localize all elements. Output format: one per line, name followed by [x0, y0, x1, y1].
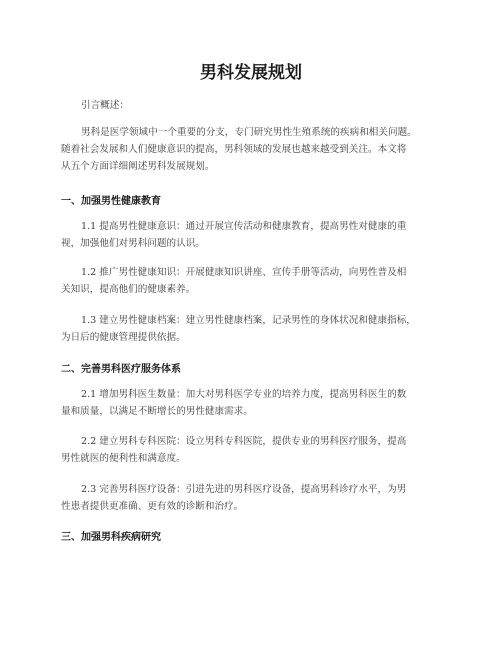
- section-paragraph: [61, 218, 443, 252]
- paragraph-line: 1.2 推广男性健康知识：开展健康知识讲座、宣传手册等活动，向男性普及相: [81, 267, 407, 278]
- intro-label: [61, 97, 443, 114]
- section-paragraph: [61, 264, 443, 298]
- paragraph-line: 视，加强他们对男科问题的认识。: [61, 238, 205, 249]
- section-heading: 一、加强男性健康教育: [61, 196, 161, 207]
- paragraph-line: 2.3 完善男科医疗设备：引进先进的男科医疗设备，提高男科诊疗水平，为男: [81, 484, 407, 495]
- paragraph-line: 1.1 提高男性健康意识：通过开展宣传活动和健康教育，提高男性对健康的重: [81, 221, 407, 232]
- intro-line: 从五个方面详细阐述男科发展规划。: [61, 161, 215, 172]
- intro-label-text: 引言概述：: [81, 100, 129, 111]
- paragraph-line: 量和质量，以满足不断增长的男性健康需求。: [61, 406, 253, 417]
- paragraph-line: 2.2 建立男科专科医院：设立男科专科医院，提供专业的男科医疗服务，提高: [81, 436, 407, 447]
- document-title: 男科发展规划: [200, 63, 302, 83]
- section-paragraph: [61, 386, 443, 420]
- section-paragraph: [61, 481, 443, 515]
- paragraph-line: 为日后的健康管理提供依据。: [61, 332, 186, 343]
- paragraph-line: 2.1 增加男科医生数量：加大对男科医学专业的培养力度，提高男科医生的数: [81, 389, 407, 400]
- paragraph-line: 1.3 建立男性健康档案：建立男性健康档案，记录男性的身体状况和健康指标，: [81, 315, 416, 326]
- section-heading: 三、加强男科疾病研究: [61, 532, 161, 543]
- paragraph-line: 关知识，提高他们的健康素养。: [61, 284, 196, 295]
- intro-paragraph: [61, 124, 443, 175]
- section-heading: 二、完善男科医疗服务体系: [61, 364, 181, 375]
- intro-line: 男科是医学领域中一个重要的分支，专门研究男性生殖系统的疾病和相关问题。: [81, 127, 417, 138]
- intro-line: 随着社会发展和人们健康意识的提高，男科领域的发展也越来越受到关注。本文将: [61, 144, 407, 155]
- section-paragraph: [61, 433, 443, 467]
- section-paragraph: [61, 312, 443, 346]
- paragraph-line: 男性就医的便利性和满意度。: [61, 453, 186, 464]
- paragraph-line: 性患者提供更准确、更有效的诊断和治疗。: [61, 501, 244, 512]
